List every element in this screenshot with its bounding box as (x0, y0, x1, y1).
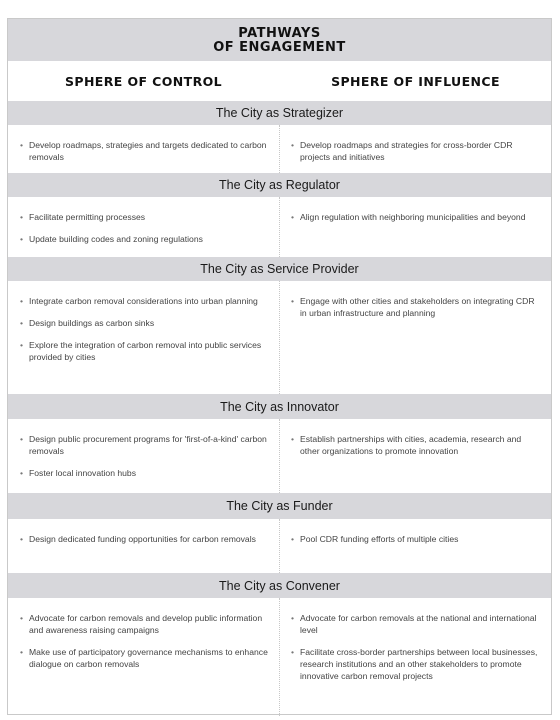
control-cell (8, 125, 279, 173)
influence-cell (280, 125, 551, 173)
section-header: The City as Regulator (8, 173, 551, 197)
column-header-control: SPHERE OF CONTROL (64, 73, 222, 89)
bullet-item: • Make use of participatory governance mechanisms to enhance dialogue on carbon removals (20, 646, 269, 670)
bullet-item: • Design dedicated funding opportunities for carbon removals (20, 533, 269, 545)
section-header: The City as Convener (8, 573, 551, 598)
bullet-item: • Advocate for carbon removals at the national and international level (291, 612, 541, 636)
influence-cell (280, 281, 551, 329)
influence-cell (280, 598, 551, 692)
bullet-item: • Design public procurement programs for 'first-of-a-kind' carbon removals (20, 433, 269, 457)
bullet-item: • Design buildings as carbon sinks (20, 317, 269, 329)
influence-cell (280, 419, 551, 467)
bullet-item: • Explore the integration of carbon removal into public services provided by cities (20, 339, 269, 363)
table-title (8, 19, 551, 61)
bullet-item: • Align regulation with neighboring municipalities and beyond (291, 211, 541, 223)
title-line-2: OF ENGAGEMENT (213, 40, 346, 55)
bullet-item: • Facilitate cross-border partnerships between local businesses, research institutions and an other stakeholders to promote innovative carbon removal projects (291, 646, 541, 682)
bullet-item: • Foster local innovation hubs (20, 467, 269, 479)
bullet-item: • Develop roadmaps and strategies for cross-border CDR projects and initiatives (291, 139, 541, 163)
title-line-1: PATHWAYS (238, 26, 321, 41)
bullet-item: • Advocate for carbon removals and develop public information and awareness raising campaigns (20, 612, 269, 636)
section-header: The City as Innovator (8, 394, 551, 419)
section-header: The City as Funder (8, 493, 551, 519)
section-header: The City as Service Provider (8, 257, 551, 281)
influence-cell (280, 197, 551, 233)
section-header: The City as Strategizer (8, 101, 551, 125)
bullet-item: • Facilitate permitting processes (20, 211, 269, 223)
engagement-table (7, 18, 552, 715)
control-cell (8, 197, 279, 255)
control-cell (8, 598, 279, 680)
influence-cell (280, 519, 551, 555)
bullet-item: • Develop roadmaps, strategies and targets dedicated to carbon removals (20, 139, 269, 163)
control-cell (8, 419, 279, 489)
control-cell (8, 519, 279, 555)
bullet-item: • Engage with other cities and stakeholders on integrating CDR in urban infrastructure and planning (291, 295, 541, 319)
bullet-item: • Integrate carbon removal considerations into urban planning (20, 295, 269, 307)
column-header-influence: SPHERE OF INFLUENCE (331, 73, 500, 89)
bullet-item: • Update building codes and zoning regulations (20, 233, 269, 245)
bullet-item: • Pool CDR funding efforts of multiple cities (291, 533, 541, 545)
control-cell (8, 281, 279, 373)
bullet-item: • Establish partnerships with cities, academia, research and other organizations to promote innovation (291, 433, 541, 457)
